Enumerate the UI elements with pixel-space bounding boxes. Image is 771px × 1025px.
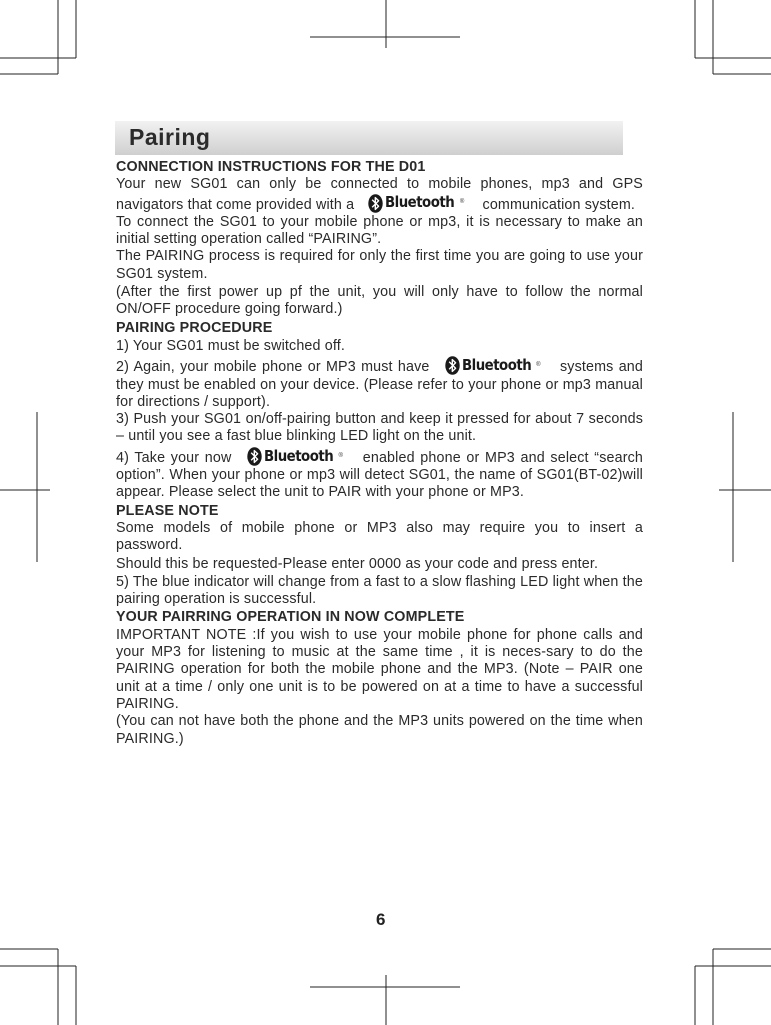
- registration-mark-top: [310, 0, 460, 48]
- step-3: 3) Push your SG01 on/off-pairing button and keep it pressed for about 7 seconds – until you see a fast blue blinking LED light on the unit.: [116, 411, 643, 445]
- important-note: IMPORTANT NOTE :If you wish to use your mobile phone for phone calls and your MP3 for listening to music at the same time , it is neces-sary to do the PAIRING operation for both the mobile phone and the MP3. (Note – PAIR one unit at a time / only one unit is to be powered on at a time to have a successful PAIRING.: [116, 626, 643, 712]
- registration-mark-left: [0, 412, 50, 562]
- page-number: 6: [376, 910, 386, 929]
- heading-please-note: PLEASE NOTE: [116, 502, 219, 519]
- paragraph-compatibility-text-a: Your new SG01 can only be connected to mobile phones, mp3 and GPS navigators that come provided with a: [116, 176, 643, 213]
- note-enter-code: Should this be requested-Please enter 0000 as your code and press enter.: [116, 555, 599, 572]
- registration-mark-bottom: [310, 975, 460, 1025]
- paragraph-compatibility-text-b: communication system.: [482, 196, 636, 213]
- registration-mark-right: [719, 412, 771, 562]
- section-title: Pairing: [129, 124, 211, 150]
- crop-mark-bottom-left: [0, 949, 76, 1025]
- note-password: Some models of mobile phone or MP3 also may require you to insert a password.: [116, 519, 643, 554]
- bluetooth-wordmark: Bluetooth: [264, 446, 334, 465]
- paragraph-after-first-power: (After the first power up pf the unit, you will only have to follow the normal ON/OFF procedure going forward.): [116, 284, 643, 318]
- heading-operation-complete: YOUR PAIRRING OPERATION IN NOW COMPLETE: [116, 609, 465, 626]
- bluetooth-wordmark: Bluetooth: [461, 356, 531, 375]
- step-1: 1) Your SG01 must be switched off.: [116, 337, 345, 354]
- bluetooth-rune-icon: [368, 194, 383, 213]
- paragraph-compatibility: [116, 176, 643, 214]
- bluetooth-logo: [368, 194, 464, 213]
- registered-mark: ®: [536, 362, 541, 369]
- bluetooth-rune-icon: [445, 356, 460, 375]
- paragraph-first-time: The PAIRING process is required for only the first time you are going to use your SG01 system.: [116, 248, 643, 282]
- bluetooth-logo: [247, 447, 343, 466]
- note-powered-on: (You can not have both the phone and the MP3 units powered on the time when PAIRING.): [116, 713, 643, 747]
- step-5: 5) The blue indicator will change from a fast to a slow flashing LED light when the pairing operation is successful.: [116, 573, 643, 608]
- step-4: [116, 447, 643, 502]
- crop-mark-bottom-right: [695, 949, 771, 1025]
- step-2: [116, 356, 643, 411]
- step-2-text-b: systems and they must be enabled on your device. (Please refer to your phone or mp3 manual for directions / support).: [116, 359, 643, 410]
- paragraph-initial-setting: To connect the SG01 to your mobile phone or mp3, it is necessary to make an initial setting operation called “PAIRING”.: [116, 213, 643, 248]
- step-4-text-a: 4) Take your now: [116, 449, 232, 466]
- heading-pairing-procedure: PAIRING PROCEDURE: [116, 319, 273, 336]
- step-2-text-a: 2) Again, your mobile phone or MP3 must have: [116, 359, 430, 376]
- bluetooth-wordmark: Bluetooth: [385, 193, 455, 212]
- heading-connection-instructions: CONNECTION INSTRUCTIONS FOR THE D01: [116, 159, 426, 175]
- registered-mark: ®: [459, 199, 465, 206]
- bluetooth-rune-icon: [247, 447, 262, 466]
- registered-mark: ®: [338, 452, 344, 459]
- crop-mark-top-left: [0, 0, 76, 74]
- step-4-text-b: enabled phone or MP3 and select “search option”. When your phone or mp3 will detect SG01, the name of SG01(BT-02)will appear. Please select the unit to PAIR with your phone or MP3.: [116, 449, 644, 501]
- instructions-body: [116, 158, 643, 748]
- bluetooth-logo: [445, 356, 541, 375]
- section-banner: [115, 121, 623, 155]
- crop-mark-top-right: [695, 0, 771, 74]
